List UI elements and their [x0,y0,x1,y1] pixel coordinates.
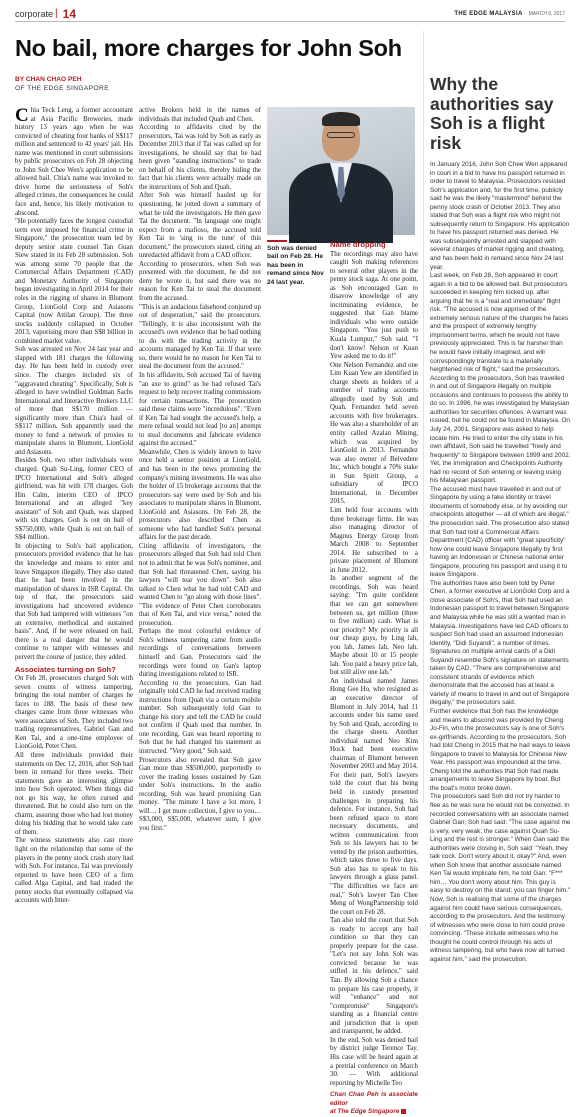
masthead [454,11,565,17]
body-paragraph: Lim held four accounts with three brokerage firms. He was also managing director of Magnus Energy Group from March 2008 to September 2014. He subscribed to a private placement of Blumont in June 2012. [330,506,418,574]
body-paragraph: Soh was arrested on Nov 24 last year and slapped with 181 charges the following day. He has been held in custody ever since. The charges included six of "aggravated cheating". Specifically, Soh is alleged to have swindled Goldman Sachs International and Interactive Brokers LLC of more than S$170 million — significantly more than Chia's haul of S$117 million. Soh apparently used the money to fund a network of proxies to manipulate shares in Blumont, LionGold and Asiasons. [15,346,133,456]
page-header [15,6,565,22]
byline-author: BY CHAN CHAO PEH [15,76,82,83]
body-paragraph: All three individuals provided their statements on Dec 12, 2016, after Soh had been in remand for three weeks. Their statements gave an interesting glimpse into how Soh operated. When things did not go his way, he often cursed and threatened. But he could also turn on the charm, assuring those who had lost money doing his bidding that he would take care of them. [15,752,133,836]
body-paragraph: Citing affidavits of investigators, the prosecutors alleged that Soh had told Chen not to admit that he was Soh's nominee, and that Soh had threatened Chen, saying his lawyers "will tear you down". Soh also talked to Chen what he had told CAD and wanted Chen to "go along with those lines". "The evidence of Peter Chen corroborates that of Ken Tai, and vice versa," noted the prosecution. [139,542,261,627]
header-divider: | [55,8,58,19]
byline-publication: OF THE EDGE SINGAPORE [15,85,110,92]
body-paragraph: Prosecutors also revealed that Soh gave Gan more than S$500,000, purportedly to cover the trading losses sustained by Gan under Soh's instructions. In the audio recording, Soh was heard promising Gan money. "The minute I have a lot more, I will… I get more collection, I give to you… S$3,000, S$5,000, whatever sum, I give you first." [139,756,261,832]
body-paragraph: In his affidavits, Soh accused Tai of having "an axe to grind" as he had refused Tai's request to help recover trading commissions for certain transactions. The prosecution said these claims were "incredulous". "Even if Ken Tai had sought the accused's help, a mere refusal would not lead [to an] attempt to steal documents and fabricate evidence against the accused." [139,371,261,448]
body-paragraph: "This is an audacious falsehood conjured up out of desperation," said the prosecutors. "Tellingly, it is also inconsistent with the accused's own evidence that he had nothing to do with the trading activity in the accounts managed by Ken Tai. If that were so, there would be no reason for Ken Tai to steal the document from the accused." [139,303,261,371]
issue-date: MARCH 6, 2017 [528,10,565,17]
sidebar-paragraph: In January 2016, John Soh Chee Wen appeared in court in a bid to have his passport returned in order to travel to Malaysia. Prosecutors resisted Soh's application and, for the first time, publicly said he was the likely "mastermind" behind the penny stock crash of October 2013. They also stated that Soh was a flight risk who might not subsequently return to Singapore. His application to have his passport returned was denied. He was subsequently arrested and slapped with several charges of market rigging and cheating, and has been held in remand since Nov 24 last year. [430,161,570,271]
body-paragraph: active Brokers held in the names of individuals that included Quah and Chen. [139,107,261,123]
body-paragraph: One Nelson Fernandez and one Lim Kuan Yew are identified in charge sheets as holders of a number of trading accounts allegedly used by Soh and Quah. Fernandez held seven accounts with five brokerages. He was also a shareholder of an entity called Azalan Mining, which was acquired by LionGold in 2013. Fernandez was also owner of Belvedere Inc, which bought a 70% stake in Sun Spirit Group, a subsidiary of IPCO International, in December 2015. [330,361,418,506]
body-paragraph: According to the prosecutors, Gan had originally told CAD he had received trading instructions from Quah via a certain mobile number. Soh subsequently told Gan to change his story and tell the CAD he could not confirm if Quah used that number. In one recording, Gan was heard reporting to Soh that he had changed his statement as instructed. "Very good," Soh said. [139,679,261,756]
author-note: Chan Chao Peh is associate editor [330,1091,418,1107]
body-paragraph: In objecting to Soh's bail application, prosecutors provided evidence that he has the knowledge and means to enter and leave Singapore illegally. They also stated that he had been involved in the manipulation of shares in ISR Capital. On top of that, the prosecutors said investigations had uncovered evidence that Soh had tampered with witnesses "on an extensive, methodical and sustained basis". And, if he were released on bail, there is a real danger that he would continue to tamper with witnesses and pervert the course of justice, they added. [15,542,133,661]
article-column-3 [330,238,418,1116]
sidebar-box [423,31,571,963]
photo-hair [322,112,360,126]
body-paragraph: Besides Soh, two other individuals were charged. Quah Su-Ling, former CEO of IPCO International and Soh's alleged girlfriend, was hit with 178 charges. Goh Hin Calm, interim CEO of IPCO International and an alleged "key assistant" of Soh and Quah, was slapped with six charges. Goh is out on bail of S$750,000, while Quah is out on bail of S$4 million. [15,457,133,542]
body-paragraph: Perhaps the most colourful evidence of Soh's witness tampering came from audio recordings of conversations between himself and Gan. Prosecutors said the recordings were found on Gan's laptop during investigations related to ISR. [139,628,261,679]
body-paragraph: According to affidavits cited by the prosecutors, Tai was told by Soh as early as December 2013 that if Tai was called up for investigations, he should say that he had been given "standing instructions" to trade on behalf of his clients, thereby hiding the fact that his clients were actually made on the instructions of Soh and Quah. [139,124,261,191]
photo-caption: Soh was denied bail on Feb 28. He has been in remand since Nov 24 last year. [267,240,327,287]
portrait-photo [267,107,415,235]
drop-cap: C [15,105,29,126]
author-note-publication: at The Edge Singapore [330,1108,418,1117]
article-column-1 [15,105,133,905]
body-paragraph: Tan also told the court that Soh is ready to accept any bail condition so that they can properly prepare for the case. "Let's not say John Soh was convicted because he was stifled in his defence," said Tan. By allowing Soh a chance to prepare his case properly, it will "enhance" and not "compromise" Singapore's standing as a financial centre and jurisdiction that is open and transparent, he added. [330,917,418,1036]
sidebar-paragraph: The accused must have travelled in and out of Singapore by using a fake identity or travel documents of somebody else, or by avoiding our checkpoints altogether — all of which are illegal," the prosecution said. The prosecution also stated that Soh had told a Commercial Affairs Department (CAD) officer with "great specificity" how one could leave Singapore illegally by first having an Indonesian or Chinese national enter Singapore, procuring his passport and using it to leave Singapore. [430,485,570,579]
sidebar-paragraph: According to the prosecutors, Soh has travelled in and out of Singapore illegally on multiple occasions and continues to possess the ability to do so. In 1996, he was investigated by Malaysian authorities for securities offences. A warrant was issued, but he could not be found in Malaysia. On July 24, 2001, Singapore was asked to help locate him. He tried to enter the city state in his own affidavit, Soh said he travelled "freely and frequently" to Singapore between 1999 and 2002. Yet, the Immigration and Checkpoints Authority had no record of Soh entering or leaving using his Malaysian passport. [430,374,571,485]
body-paragraph: According to prosecutors, when Soh was presented with the document, he did not deny he wrote it, but said there was no reason for Ken Tai to steal the document from the accused. [139,260,261,303]
sidebar-title: Why the authorities say Soh is a flight risk [430,74,554,153]
body-paragraph: After Soh was himself hauled up for questioning, he jotted down a summary of what he told the investigators. He then gave Tai the document. "In language one might expect from a mafioso, the accused told Ken Tai to 'sing to the tune' of this document," the prosecutors stated, citing an unredacted affidavit from a CAD officer. [139,192,261,260]
sidebar-paragraph: Now, Soh is realising that some of the charges against him could have serious consequences, according to the prosecutors. And the testimony of witnesses who were close to him could prove convincing. "These include witnesses who he thought he could control through his acts of witness tampering, but who have now all turned against him," said the prosecution. [430,896,565,963]
page-number: 14 [62,6,76,21]
section-label: corporate [15,8,54,19]
body-paragraph: In another segment of the recordings, Soh was heard saying: "I'm quite confident that we can get somewhere between us, get million (three to five million) cash. What is our priority? My priority is all our cheap guys, by Ling lah, you lah, James lah, Neo lah. Maybe about 10 or 15 people lah. You paid a heavy price lah, but still alive one lah." [330,575,418,677]
sidebar-paragraph: Further evidence that Soh has the knowledge and means to abscond was provided by Cheng Jo-Fin, who the prosecutors say is one of Soh's ex-girlfriends. According to the prosecutors, Soh had told Cheng in 2015 that he had ways to leave Singapore to travel to Malaysia for Chinese New Year. His passport was impounded at the time. Cheng told the authorities that Soh had made arrangements to leave Singapore by boat. But the boat's motor broke down. [430,708,571,792]
body-paragraph: The witness statements also cast more light on the relationship that some of the players in the penny stock crash story had with Soh. For instance, Tai was previously reported to have been CEO of a firm called Alga Capital, and had traded the penny stocks that eventually collapsed via accounts with Inter- [15,837,133,905]
article-column-3-left [267,285,325,797]
body-paragraph: An individual named James Hong Gee Ho, who resigned as an executive director of Blumont in July 2014, had 11 accounts under his name used by Soh and Quah, according to the charge sheets. Another individual named Neo Kim Hock had been executive chairman of Blumont between November 2003 and May 2014. [330,677,418,771]
body-paragraph: Meanwhile, Chen is widely known to have once held a senior position at LionGold, and has been in the news promoting the company's mining investments. He was also the holder of 15 brokerage accounts that the prosecutors say were used by Soh and his associates to manipulate shares in Blumont, LionGold and Asiasons. On Feb 28, the prosecutors also described Chen as someone who had handled Soh's personal affairs for the past decade. [139,448,261,542]
body-paragraph: In the end, Soh was denied bail by district judge Terence Tay. His case will be heard again at a pretrial conference on March 30. — With additional reporting by Michelle Teo [330,1036,418,1087]
publication-name: THE EDGE MALAYSIA [454,10,523,17]
article-column-2 [139,107,261,832]
subhead: Associates turning on Soh? [15,664,116,674]
body-paragraph: "He potentially faces the longest custodial term ever imposed for financial crime in Singapore," the prosecution team led by deputy senior state counsel Tan Guan Siew stated in its Feb 28 submission. Soh was among some 70 people that the Commercial Affairs Department (CAD) and Monetary Authority of Singapore began investigating in April 2014 for their roles in the rigging of shares in Blumont Group, LionGold Corp and Asiasons Capital (now Attilan Group). The three stocks suddenly collapsed in October 2013, vaporising more than S$8 billion in combined market value. [15,218,133,345]
headline: No bail, more charges for John Soh [15,35,402,61]
body-paragraph: For their part, Soh's lawyers told the court that his being held in custody presented challenges in preparing his defence. For instance, Soh had been refused space to store necessary documents, and written communication from Soh to his lawyers has to be vetted by the prison authorities, which takes three to five days. Soh also has to speak to his lawyers through a glass panel. "The difficulties we face are real," Soh's lawyer Tan Chee Meng of WongPartnership told the court on Feb 28. [330,771,418,916]
body-paragraph: The recordings may also have caught Soh making references to several other players in the penny stock saga. At one point, as Soh encouraged Gan to disavow knowledge of any incriminating evidence, he suggested that Gan blame individuals who were outside Singapore. "You just push to Kuala Lumpur," Soh said. "I don't know! Nelson or Kuan Yew asked me to do it!" [330,250,418,361]
body-paragraph: Chia Teck Leng, a former accountant at Asia Pacific Breweries, made history 13 years ago when he was convicted of cheating four banks of S$117 million and sentenced to 42 years' jail. His name was mentioned in court submissions by public prosecutors on Feb 28 objecting to John Soh Chee Wen's application to be allowed bail. Chia's name was invoked to drive home the seriousness of Soh's alleged crimes, the consequences he could face and, hence, his likely motivation to abscond. [15,105,133,217]
sidebar-paragraph: Last week, on Feb 28, Soh appeared in court again in a bid to be allowed bail. But prosecutors succeeded in keeping him locked up, after arguing that he is a "real and immediate" flight risk. "The accused is now apprised of the extremely serious nature of the charges he faces and the prospect of extremely lengthy imprisonment terms, which he would not have previously appreciated. This is far harsher than he would have initially imagined, and will correspondingly translate to a materially heightened risk of flight," said the prosecutors. [430,272,569,374]
sidebar-paragraph: The authorities have also been told by Peter Chen, a former executive at LionGold Corp and a close associate of Soh's, that Soh had used an Indonesian passport to travel between Singapore and Malaysia while he was still a wanted man in Malaysia. Investigations have led CAD officers to suspect Soh had used an assumed Indonesian identity, "Didi Suyandi", a number of times. Signatures on multiple arrival cards of a Didi Suyandi resemble Soh's signature on statements taken by CAD. "There are comprehensive and consistent strands of evidence which demonstrate that the accused has at least a variety of means to travel in and out of Singapore illegally," the prosecutors said. [430,579,570,707]
byline [15,75,109,93]
end-mark-icon [401,1109,406,1114]
photo-glasses [327,132,355,138]
sidebar-paragraph: The prosecutors said Soh did not try harder to flee as he was sure he would not be convicted. In recorded conversations with an associate named Gabriel Gan, Soh had said: "The case against me is very, very weak; the case against Quah Su-Ling and the rest is stronger." When Gan said the authorities were closing in, Soh said: "Yeah, they talk cock. Don't worry about it, okay?" And, even when Soh knew that another associate named Ken Tai would implicate him, he told Gan: "F*** him… You don't worry about him. This guy is easy to destroy on the stand; you can finger him." [430,793,571,895]
subhead: Name dropping [330,240,386,249]
body-paragraph: On Feb 28, prosecutors charged Soh with seven counts of witness tampering, bringing the total number of charges he faces to 188. The basis of these new charges came from three witnesses who were associates of Soh. They included two trading representatives, Gabriel Gan and Ken Tai, and a one-time employee of LionGold, Peter Chen. [15,675,133,751]
sidebar-body [430,161,571,964]
